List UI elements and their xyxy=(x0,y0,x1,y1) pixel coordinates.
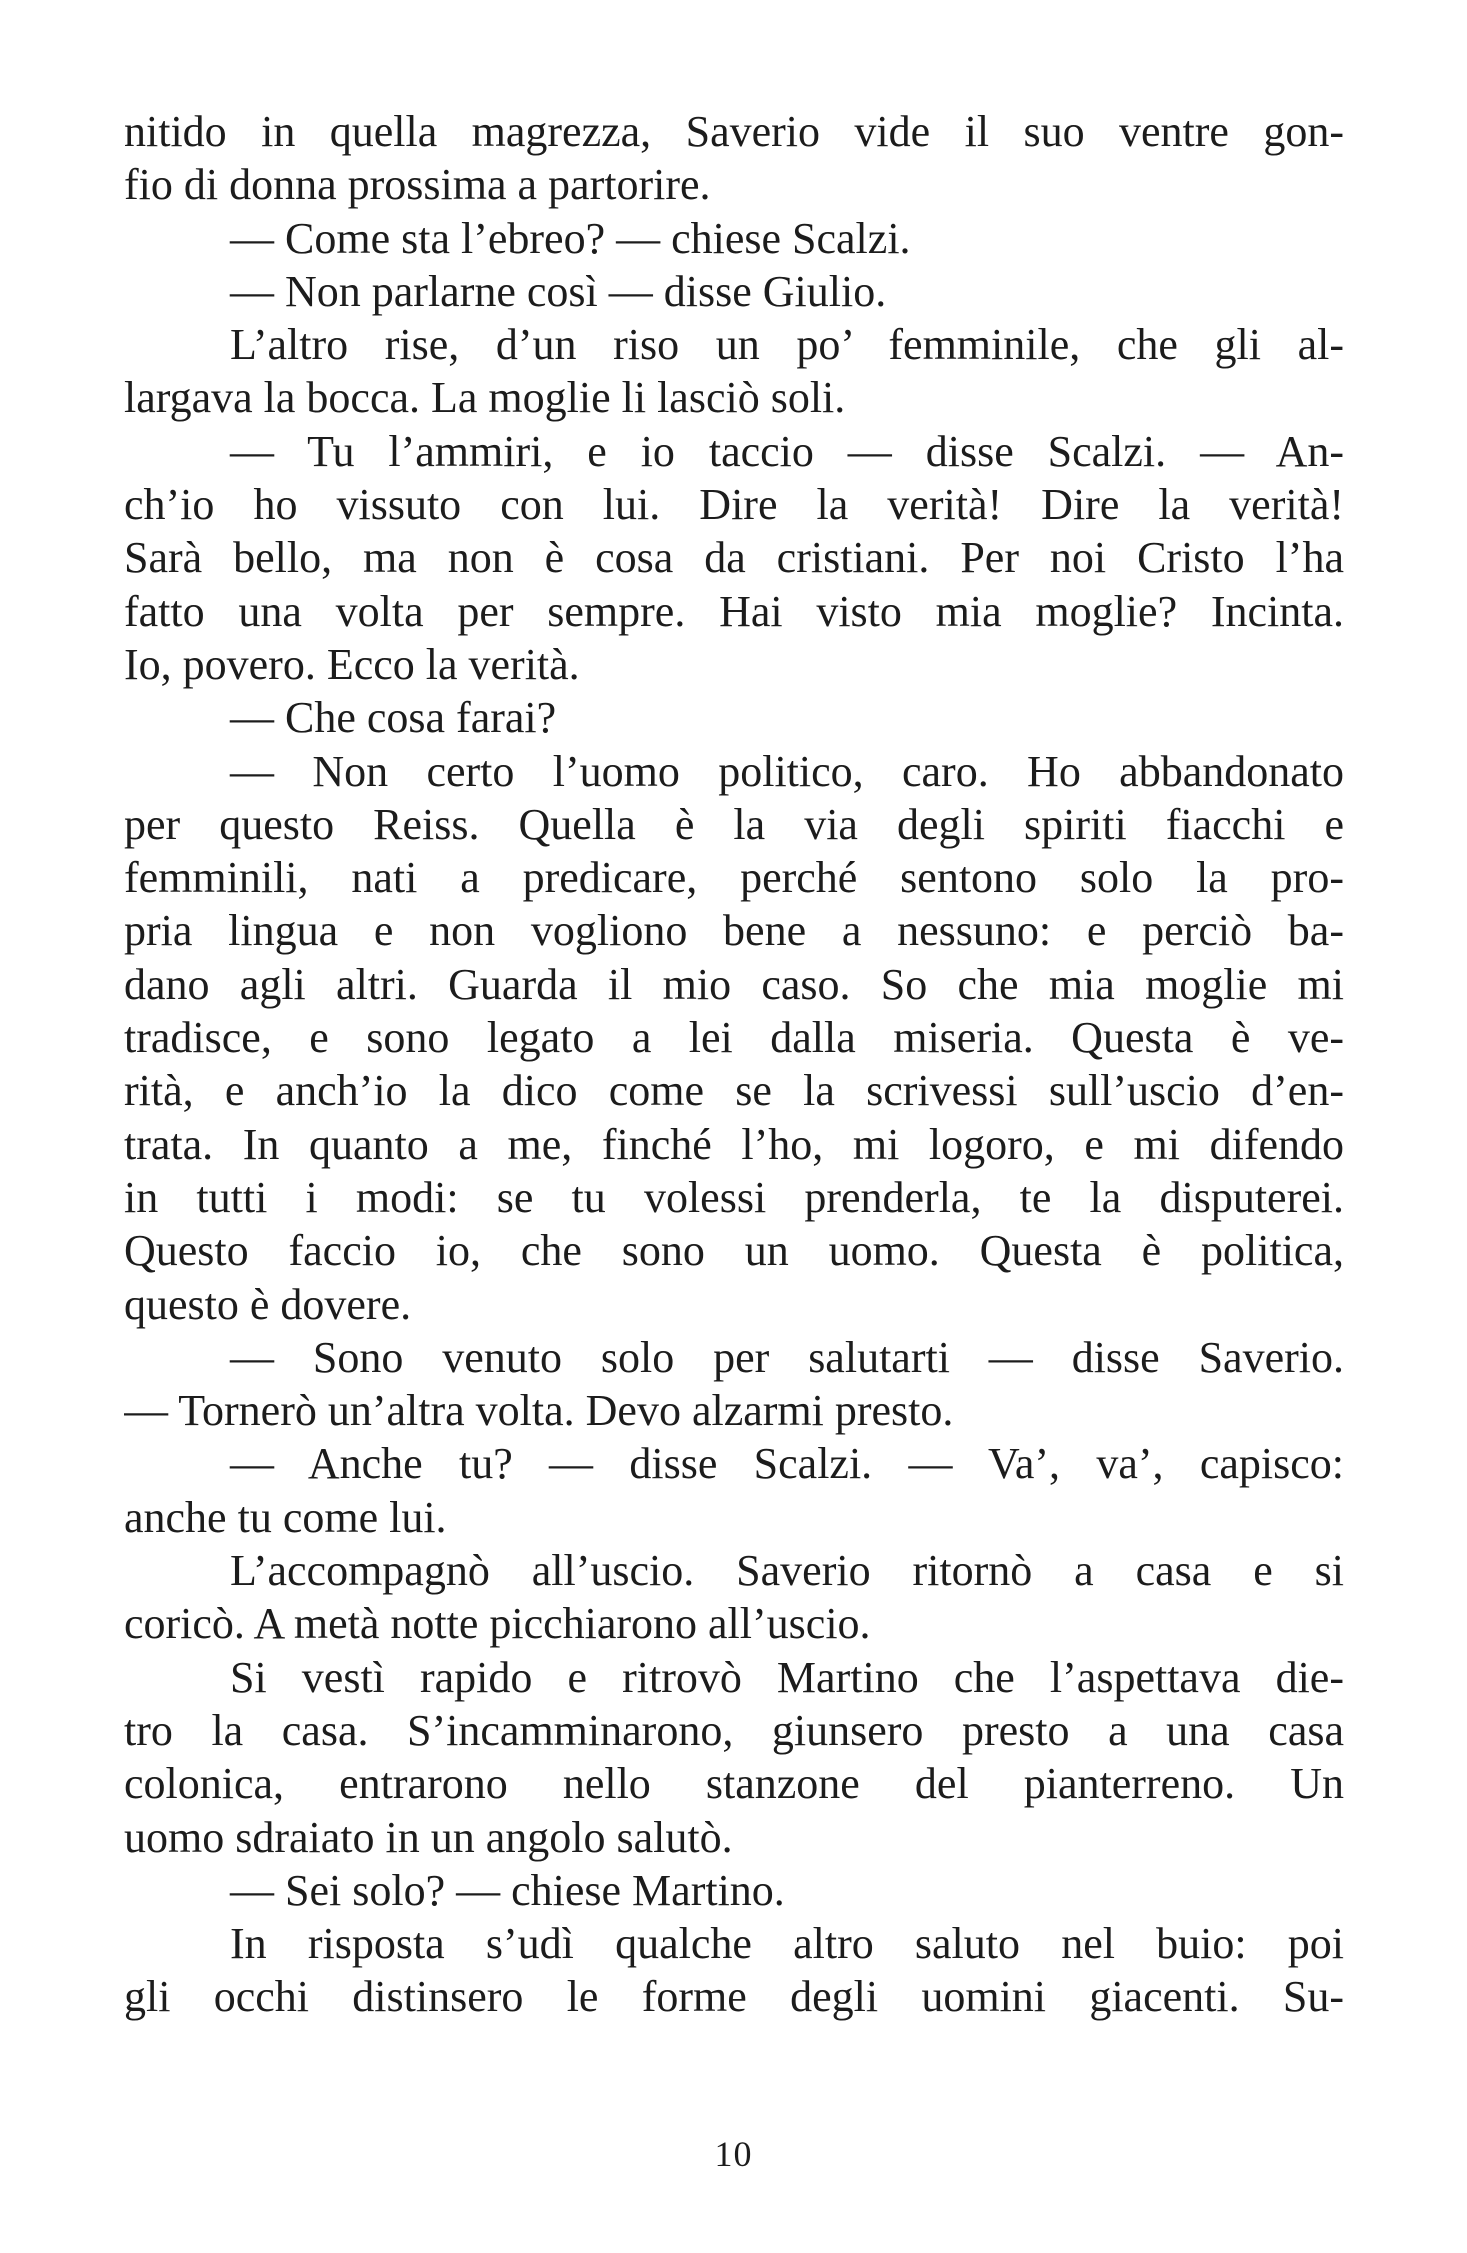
text-line: tradisce, e sono legato a lei dalla miseria. Questa è ve- xyxy=(124,1013,1344,1063)
text-line: Io, povero. Ecco la verità. xyxy=(124,639,580,689)
text-line: dano agli altri. Guarda il mio caso. So che mia moglie mi xyxy=(124,959,1344,1009)
text-line: fatto una volta per sempre. Hai visto mia moglie? Incinta. xyxy=(124,586,1344,636)
text-line: Si vestì rapido e ritrovò Martino che l’aspettava die- xyxy=(230,1652,1344,1702)
text-line: — Sono venuto solo per salutarti — disse Saverio. xyxy=(230,1332,1344,1382)
text-line: — Tu l’ammiri, e io taccio — disse Scalzi. — An- xyxy=(230,426,1344,476)
text-line: In risposta s’udì qualche altro saluto nel buio: poi xyxy=(230,1919,1344,1969)
text-line: — Che cosa farai? xyxy=(230,693,557,743)
text-line: largava la bocca. La moglie li lasciò soli. xyxy=(124,373,846,423)
text-line: pria lingua e non vogliono bene a nessuno: e perciò ba- xyxy=(124,906,1344,956)
text-line: — Non parlarne così — disse Giulio. xyxy=(230,266,887,316)
page-number: 10 xyxy=(714,2134,753,2174)
text-line: — Tornerò un’altra volta. Devo alzarmi presto. xyxy=(124,1386,954,1436)
text-line: nitido in quella magrezza, Saverio vide il suo ventre gon- xyxy=(124,107,1344,156)
text-line: Questo faccio io, che sono un uomo. Questa è politica, xyxy=(124,1226,1344,1276)
text-line: trata. In quanto a me, finché l’ho, mi logoro, e mi difendo xyxy=(124,1119,1344,1169)
text-line: ch’io ho vissuto con lui. Dire la verità! Dire la verità! xyxy=(124,480,1344,530)
text-line: gli occhi distinsero le forme degli uomini giacenti. Su- xyxy=(124,1972,1344,2022)
text-line: colonica, entrarono nello stanzone del pianterreno. Un xyxy=(124,1759,1344,1809)
text-line: Sarà bello, ma non è cosa da cristiani. Per noi Cristo l’ha xyxy=(124,533,1344,583)
text-line: uomo sdraiato in un angolo salutò. xyxy=(124,1812,733,1862)
text-line: — Non certo l’uomo politico, caro. Ho abbandonato xyxy=(230,746,1344,796)
text-line: — Come sta l’ebreo? — chiese Scalzi. xyxy=(230,213,911,263)
text-line: L’accompagnò all’uscio. Saverio ritornò a casa e si xyxy=(230,1546,1344,1596)
text-line: coricò. A metà notte picchiarono all’uscio. xyxy=(124,1599,871,1649)
text-line: anche tu come lui. xyxy=(124,1492,447,1542)
text-line: in tutti i modi: se tu volessi prenderla, te la disputerei. xyxy=(124,1172,1344,1222)
text-line: fio di donna prossima a partorire. xyxy=(124,160,711,210)
text-line: tro la casa. S’incamminarono, giunsero presto a una casa xyxy=(124,1705,1344,1755)
text-line: L’altro rise, d’un riso un po’ femminile, che gli al- xyxy=(230,320,1344,370)
text-line: femminili, nati a predicare, perché sentono solo la pro- xyxy=(124,853,1344,903)
text-line: — Anche tu? — disse Scalzi. — Va’, va’, capisco: xyxy=(230,1439,1344,1489)
body-text xyxy=(124,105,1344,2024)
text-line: questo è dovere. xyxy=(124,1279,412,1329)
text-line: per questo Reiss. Quella è la via degli spiriti fiacchi e xyxy=(124,799,1344,849)
text-line: rità, e anch’io la dico come se la scrivessi sull’uscio d’en- xyxy=(124,1066,1344,1116)
text-line: — Sei solo? — chiese Martino. xyxy=(230,1865,785,1915)
